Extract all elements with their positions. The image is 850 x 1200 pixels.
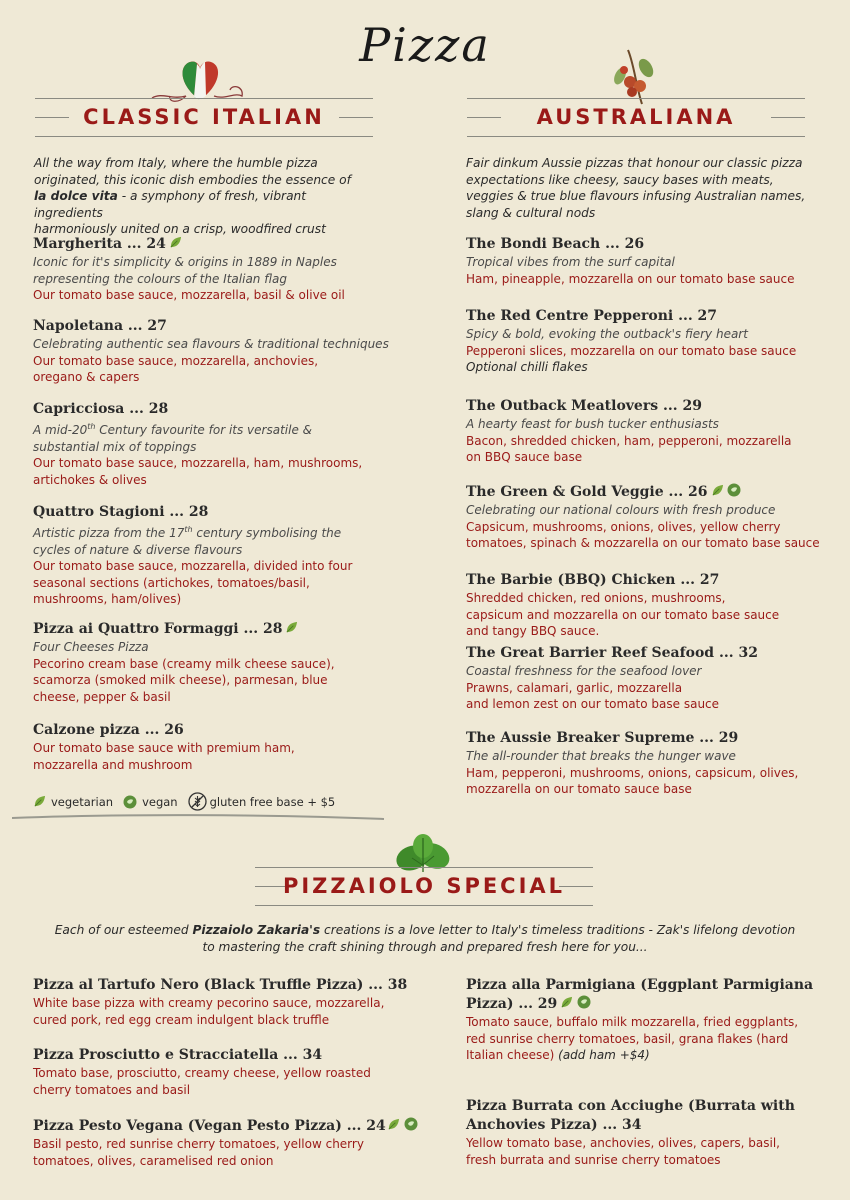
menu-item-aussie-breaker: The Aussie Breaker Supreme ... 29 The all-rounder that breaks the hunger wave Ham, pepperoni, mushrooms, onions, capsicum, olives, mozzarella on our tomato sauce base <box>466 730 799 796</box>
vegan-icon <box>727 483 741 497</box>
australiana-intro: Fair dinkum Aussie pizzas that honour our classic pizza expectations like cheesy, saucy bases with meats, veggies & true blue flavours infusing Australian names, slang & cultural nods <box>466 156 806 220</box>
menu-item-red-centre-pepperoni: The Red Centre Pepperoni ... 27 Spicy & bold, evoking the outback's fiery heart Pepperoni slices, mozzarella on our tomato base sauce Optional chilli flakes <box>466 308 797 374</box>
menu-item-calzone: Calzone pizza ... 26 Our tomato base sauce with premium ham, mozzarella and mushroom <box>33 722 295 772</box>
australiana-title: AUSTRALIANA <box>536 105 736 129</box>
menu-item-green-gold-veggie: The Green & Gold Veggie ... 26 Celebrating our national colours with fresh produce Capsicum, mushrooms, onions, olives, yellow cherry tomatoes, spinach & mozzarella on our tomato base sauce <box>466 484 820 550</box>
page-title: Pizza <box>359 18 491 72</box>
menu-item-tartufo-nero: Pizza al Tartufo Nero (Black Truffle Pizza) ... 38 White base pizza with creamy pecorino sauce, mozzarella, cured pork, red egg cream indulgent black truffle <box>33 977 408 1027</box>
dietary-legend <box>33 792 345 811</box>
menu-item-prosciutto-stracciatella: Pizza Prosciutto e Stracciatella ... 34 Tomato base, prosciutto, creamy cheese, yellow roasted cherry tomatoes and basil <box>33 1047 371 1097</box>
menu-item-capricciosa: Capricciosa ... 28 A mid-20th Century favourite for its versatile & substantial mix of toppings Our tomato base sauce, mozzarella, ham, mushrooms, artichokes & olives <box>33 401 363 487</box>
menu-item-quattro-stagioni: Quattro Stagioni ... 28 Artistic pizza from the 17th century symbolising the cycles of nature & diverse flavours Our tomato base sauce, mozzarella, divided into four seasonal sections (artichokes, tomatoes/basil, mushrooms, ham/olives) <box>33 504 353 606</box>
menu-item-barbie-chicken: The Barbie (BBQ) Chicken ... 27 Shredded chicken, red onions, mushrooms, capsicum and mozzarella on our tomato base sauce and tangy BBQ sauce. <box>466 572 780 638</box>
legend-vegan: vegan <box>142 794 178 809</box>
leaf-icon <box>33 795 46 808</box>
menu-item-outback-meatlovers: The Outback Meatlovers ... 29 A hearty feast for bush tucker enthusiasts Bacon, shredded chicken, ham, pepperoni, mozzarella on BBQ sauce base <box>466 398 792 464</box>
menu-item-parmigiana: Pizza alla Parmigiana (Eggplant Parmigiana Pizza) ... 29 Tomato sauce, buffalo milk mozzarella, fried eggplants, red sunrise cherry tomatoes, basil, grana flakes (hard Italian cheese) (add ham +$4) <box>466 977 814 1062</box>
menu-item-margherita: Margherita ... 24 Iconic for it's simplicity & origins in 1889 in Naples representing the colours of the Italian flag Our tomato base sauce, mozzarella, basil & olive oil <box>33 236 345 302</box>
gluten-free-icon <box>188 792 207 811</box>
menu-item-quattro-formaggi: Pizza ai Quattro Formaggi ... 28 Four Cheeses Pizza Pecorino cream base (creamy milk cheese sauce), scamorza (smoked milk cheese), parmesan, blue cheese, pepper & basil <box>33 621 335 704</box>
menu-item-napoletana: Napoletana ... 27 Celebrating authentic sea flavours & traditional techniques Our tomato base sauce, mozzarella, anchovies, oregano & capers <box>33 318 389 384</box>
vegan-icon <box>123 795 137 809</box>
menu-item-bondi-beach: The Bondi Beach ... 26 Tropical vibes from the surf capital Ham, pineapple, mozzarella on our tomato base sauce <box>466 236 795 286</box>
leaf-icon <box>560 996 573 1009</box>
classic-italian-header <box>35 98 373 138</box>
leaf-icon <box>169 236 182 249</box>
legend-gluten-free: gluten free base + $5 <box>209 794 336 809</box>
legend-vegetarian: vegetarian <box>51 794 114 809</box>
classic-italian-title: CLASSIC ITALIAN <box>83 105 325 129</box>
vegan-icon <box>404 1117 418 1131</box>
classic-intro: All the way from Italy, where the humble pizza originated, this iconic dish embodies the essence of la dolce vita - a symphony of fresh, vibrant ingredients harmoniously united on a crisp, woodfired crust <box>34 156 351 236</box>
divider-swoosh <box>12 812 387 822</box>
menu-item-burrata-acciughe: Pizza Burrata con Acciughe (Burrata with Anchovies Pizza) ... 34 Yellow tomato base, anchovies, olives, capers, basil, fresh burrata and sunrise cherry tomatoes <box>466 1098 795 1167</box>
pizzaiolo-special-header <box>255 867 593 907</box>
leaf-icon <box>285 621 298 634</box>
special-intro: Each of our esteemed Pizzaiolo Zakaria's creations is a love letter to Italy's timeless traditions - Zak's lifelong devotion to mastering the craft shining through and prepared fresh here for you... <box>54 923 796 954</box>
leaf-icon <box>387 1118 400 1131</box>
menu-item-great-barrier-reef: The Great Barrier Reef Seafood ... 32 Coastal freshness for the seafood lover Prawns, calamari, garlic, mozzarella and lemon zest on our tomato base sauce <box>466 645 758 711</box>
pizzaiolo-special-title: PIZZAIOLO SPECIAL <box>282 874 566 898</box>
leaf-icon <box>711 484 724 497</box>
australiana-header <box>467 98 805 138</box>
vegan-icon <box>577 995 591 1009</box>
menu-item-pesto-vegana: Pizza Pesto Vegana (Vegan Pesto Pizza) ... 24 Basil pesto, red sunrise cherry tomatoes, yellow cherry tomatoes, olives, caramelised red onion <box>33 1117 418 1169</box>
